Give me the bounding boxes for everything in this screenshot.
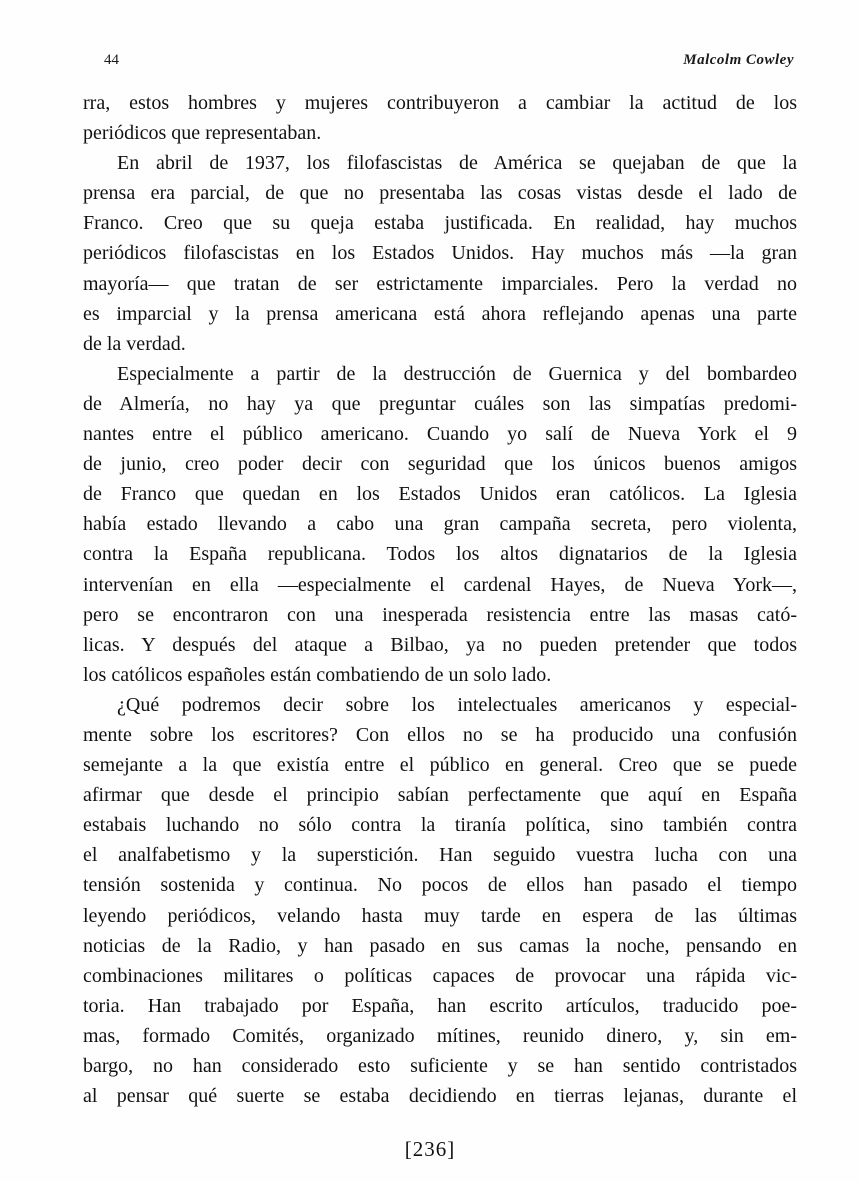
text-line: periódicos que representaban. — [83, 122, 322, 145]
text-line: tensión sostenida y continua. No pocos de ellos han pasado el tiempo — [83, 874, 797, 897]
paragraph — [83, 359, 797, 690]
text-line: bargo, no han considerado esto suficiente y se han sentido contristados — [83, 1055, 797, 1077]
running-title: Malcolm Cowley — [683, 52, 794, 68]
text-line: ¿Qué podremos decir sobre los intelectuales americanos y especial- — [117, 693, 797, 716]
text-line: semejante a la que existía entre el público en general. Creo que se puede — [83, 754, 797, 777]
text-line: Especialmente a partir de la destrucción de Guernica y del bombardeo — [117, 362, 797, 385]
text-line: combinaciones militares o políticas capaces de provocar una rápida vic- — [83, 964, 797, 987]
text-line: noticias de la Radio, y han pasado en sus camas la noche, pensando en — [83, 934, 797, 957]
paragraph — [83, 148, 797, 359]
page-folio: [236] — [404, 1137, 456, 1162]
text-line: periódicos filofascistas en los Estados Unidos. Hay muchos más —la gran — [83, 242, 797, 265]
text-line: mente sobre los escritores? Con ellos no se ha producido una confusión — [83, 723, 797, 746]
text-line: nantes entre el público americano. Cuando yo salí de Nueva York el 9 — [83, 423, 797, 446]
text-line: de la verdad. — [83, 332, 186, 355]
text-line: los católicos españoles están combatiendo de un solo lado. — [83, 663, 552, 686]
body-text — [83, 88, 797, 1111]
text-line: el analfabetismo y la superstición. Han seguido vuestra lucha con una — [83, 844, 797, 867]
page-header — [104, 52, 794, 76]
text-line: mas, formado Comités, organizado mítines, reunido dinero, y, sin em- — [83, 1024, 797, 1047]
text-line: estabais luchando no sólo contra la tiranía política, sino también contra — [83, 814, 797, 837]
paragraph — [83, 88, 797, 148]
page-number: 44 — [104, 52, 119, 68]
text-line: Franco. Creo que su queja estaba justificada. En realidad, hay muchos — [83, 212, 797, 235]
text-line: pero se encontraron con una inesperada resistencia entre las masas cató- — [83, 603, 797, 626]
text-line: leyendo periódicos, velando hasta muy tarde en espera de las últimas — [83, 904, 797, 927]
text-line: licas. Y después del ataque a Bilbao, ya no pueden pretender que todos — [83, 633, 797, 656]
text-line: es imparcial y la prensa americana está ahora reflejando apenas una parte — [83, 302, 797, 325]
text-line: En abril de 1937, los filofascistas de América se quejaban de que la — [117, 152, 797, 175]
text-line: mayoría— que tratan de ser estrictamente imparciales. Pero la verdad no — [83, 272, 797, 295]
text-line: de Franco que quedan en los Estados Unidos eran católicos. La Iglesia — [83, 483, 797, 506]
text-line: intervenían en ella —especialmente el cardenal Hayes, de Nueva York—, — [83, 573, 797, 596]
text-line: toria. Han trabajado por España, han escrito artículos, traducido poe- — [83, 994, 797, 1017]
text-line: rra, estos hombres y mujeres contribuyeron a cambiar la actitud de los — [83, 92, 797, 114]
text-line: de Almería, no hay ya que preguntar cuáles son las simpatías predomi- — [83, 392, 797, 415]
paragraph — [83, 690, 797, 1111]
text-line: prensa era parcial, de que no presentaba las cosas vistas desde el lado de — [83, 182, 797, 205]
text-line: afirmar que desde el principio sabían perfectamente que aquí en España — [83, 784, 797, 807]
text-line: de junio, creo poder decir con seguridad que los únicos buenos amigos — [83, 453, 797, 476]
text-line: contra la España republicana. Todos los altos dignatarios de la Iglesia — [83, 543, 797, 566]
text-line: al pensar qué suerte se estaba decidiendo en tierras lejanas, durante el — [83, 1085, 797, 1108]
text-line: había estado llevando a cabo una gran campaña secreta, pero violenta, — [83, 513, 797, 536]
